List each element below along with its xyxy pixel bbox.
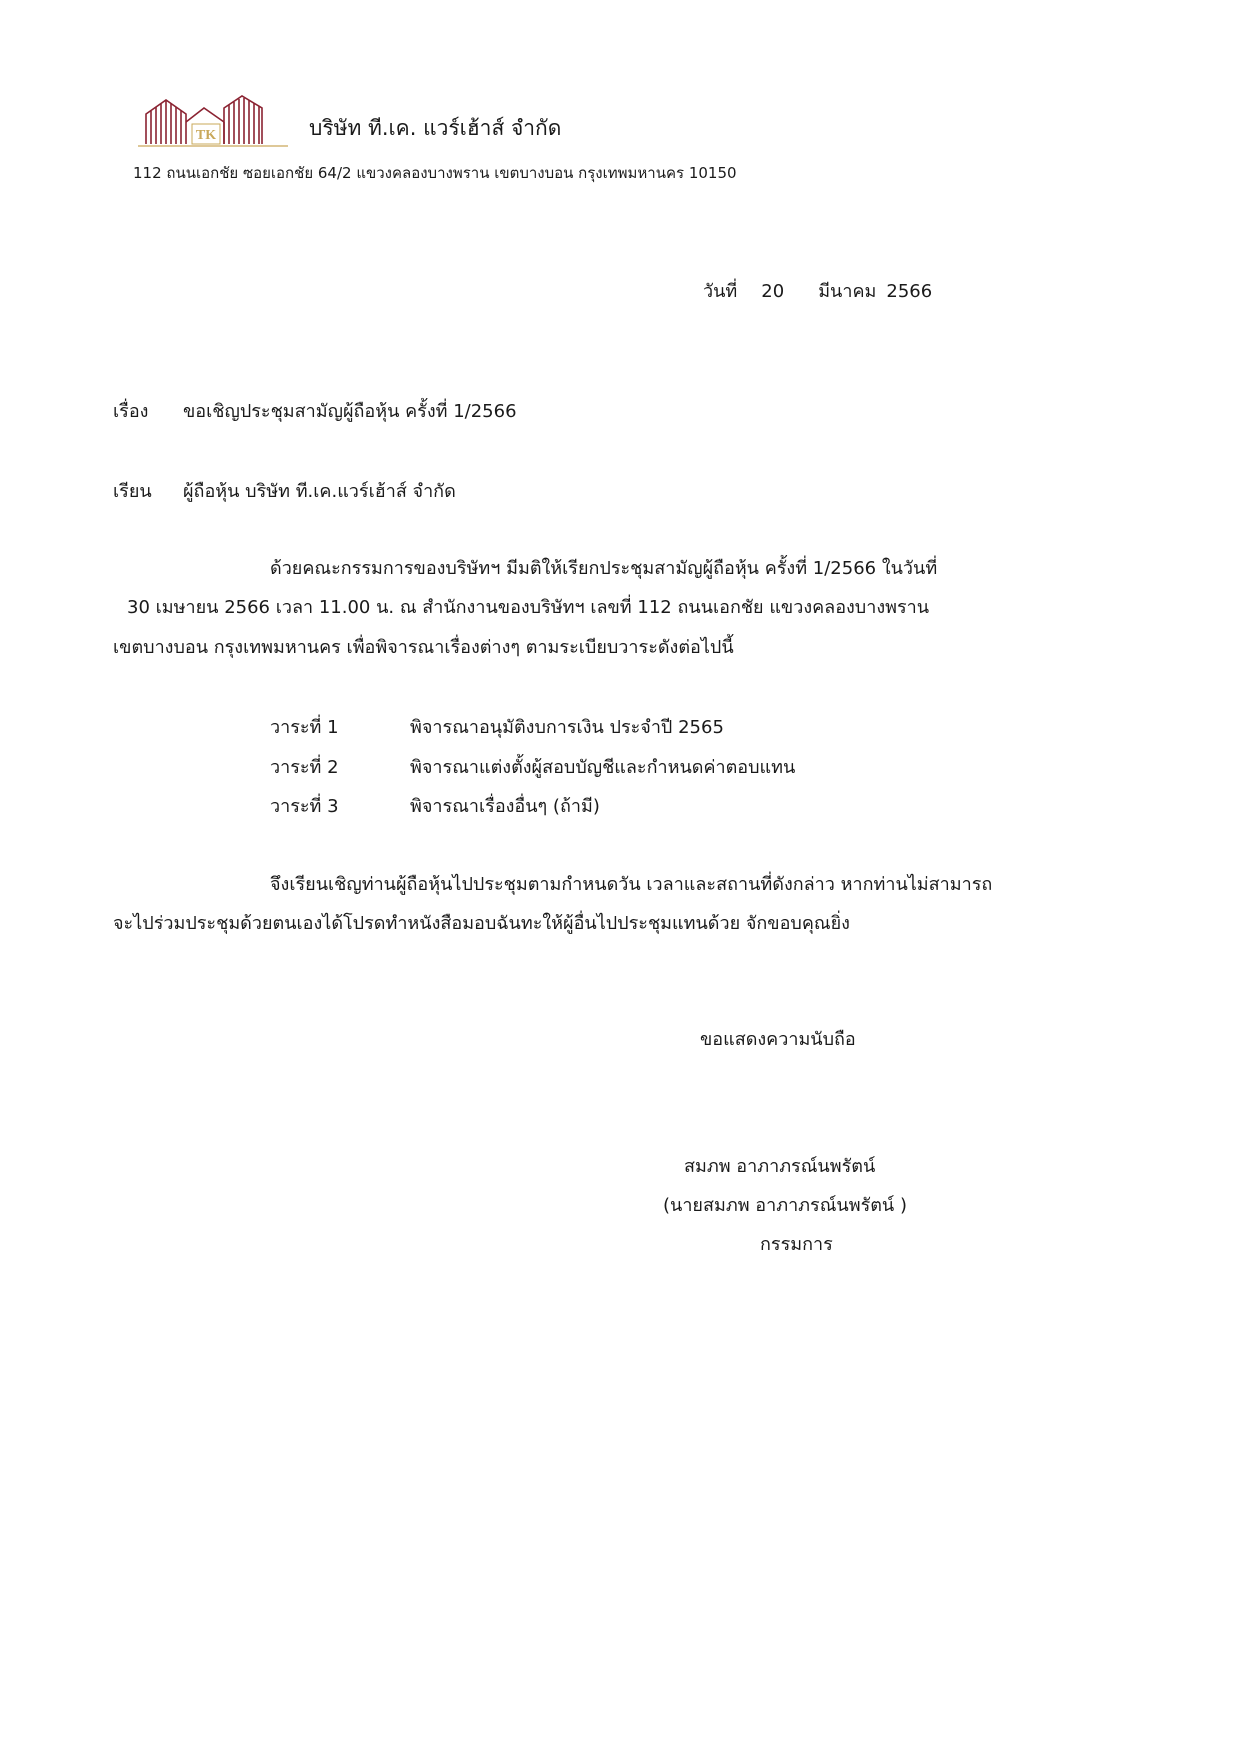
- paragraph-line: เขตบางบอน กรุงเทพมหานคร เพื่อพิจารณาเรื่องต่างๆ ตามระเบียบวาระดังต่อไปนี้: [113, 637, 734, 658]
- company-logo: [138, 94, 288, 150]
- agenda-item: [270, 752, 795, 781]
- logo-text: TK: [195, 128, 217, 143]
- company-name: บริษัท ที.เค. แวร์เฮ้าส์ จำกัด: [309, 116, 562, 140]
- recipient-row: [113, 476, 456, 505]
- signature-name: สมภพ อาภาภรณ์นพรัตน์: [684, 1156, 876, 1177]
- company-address: 112 ถนนเอกชัย ซอยเอกชัย 64/2 แขวงคลองบางพราน เขตบางบอน กรุงเทพมหานคร 10150: [133, 164, 737, 182]
- agenda-item: [270, 712, 724, 741]
- agenda-text: พิจารณาแต่งตั้งผู้สอบบัญชีและกำหนดค่าตอบแทน: [410, 757, 796, 778]
- paragraph-line: 30 เมษายน 2566 เวลา 11.00 น. ณ สำนักงานของบริษัทฯ เลขที่ 112 ถนนเอกชัย แขวงคลองบางพราน: [127, 597, 930, 618]
- agenda-number: วาระที่ 1: [270, 717, 339, 738]
- paragraph-line: ด้วยคณะกรรมการของบริษัทฯ มีมติให้เรียกประชุมสามัญผู้ถือหุ้น ครั้งที่ 1/2566 ในวันที่: [270, 558, 938, 579]
- agenda-text: พิจารณาอนุมัติงบการเงิน ประจำปี 2565: [410, 717, 724, 738]
- subject-text: ขอเชิญประชุมสามัญผู้ถือหุ้น ครั้งที่ 1/2566: [183, 401, 517, 422]
- closing-phrase: ขอแสดงความนับถือ: [700, 1029, 856, 1050]
- date-label: วันที่: [703, 281, 738, 302]
- agenda-number: วาระที่ 3: [270, 796, 339, 817]
- letter-date: [703, 276, 932, 305]
- date-year: 2566: [886, 281, 933, 302]
- date-day: 20: [761, 281, 785, 302]
- agenda-number: วาระที่ 2: [270, 757, 339, 778]
- subject-label: เรื่อง: [113, 401, 149, 422]
- signature-title: กรรมการ: [760, 1234, 833, 1255]
- signature-full-name: (นายสมภพ อาภาภรณ์นพรัตน์ ): [663, 1195, 907, 1216]
- agenda-text: พิจารณาเรื่องอื่นๆ (ถ้ามี): [410, 796, 600, 817]
- agenda-item: [270, 791, 600, 820]
- subject-row: [113, 396, 517, 425]
- paragraph-line: จะไปร่วมประชุมด้วยตนเองได้โปรดทำหนังสือมอบฉันทะให้ผู้อื่นไปประชุมแทนด้วย จักขอบคุณยิ่ง: [113, 913, 850, 934]
- recipient-text: ผู้ถือหุ้น บริษัท ที.เค.แวร์เฮ้าส์ จำกัด: [183, 481, 456, 502]
- date-month: มีนาคม: [818, 281, 877, 302]
- recipient-label: เรียน: [113, 481, 152, 502]
- paragraph-line: จึงเรียนเชิญท่านผู้ถือหุ้นไปประชุมตามกำหนดวัน เวลาและสถานที่ดังกล่าว หากท่านไม่สามารถ: [270, 874, 993, 895]
